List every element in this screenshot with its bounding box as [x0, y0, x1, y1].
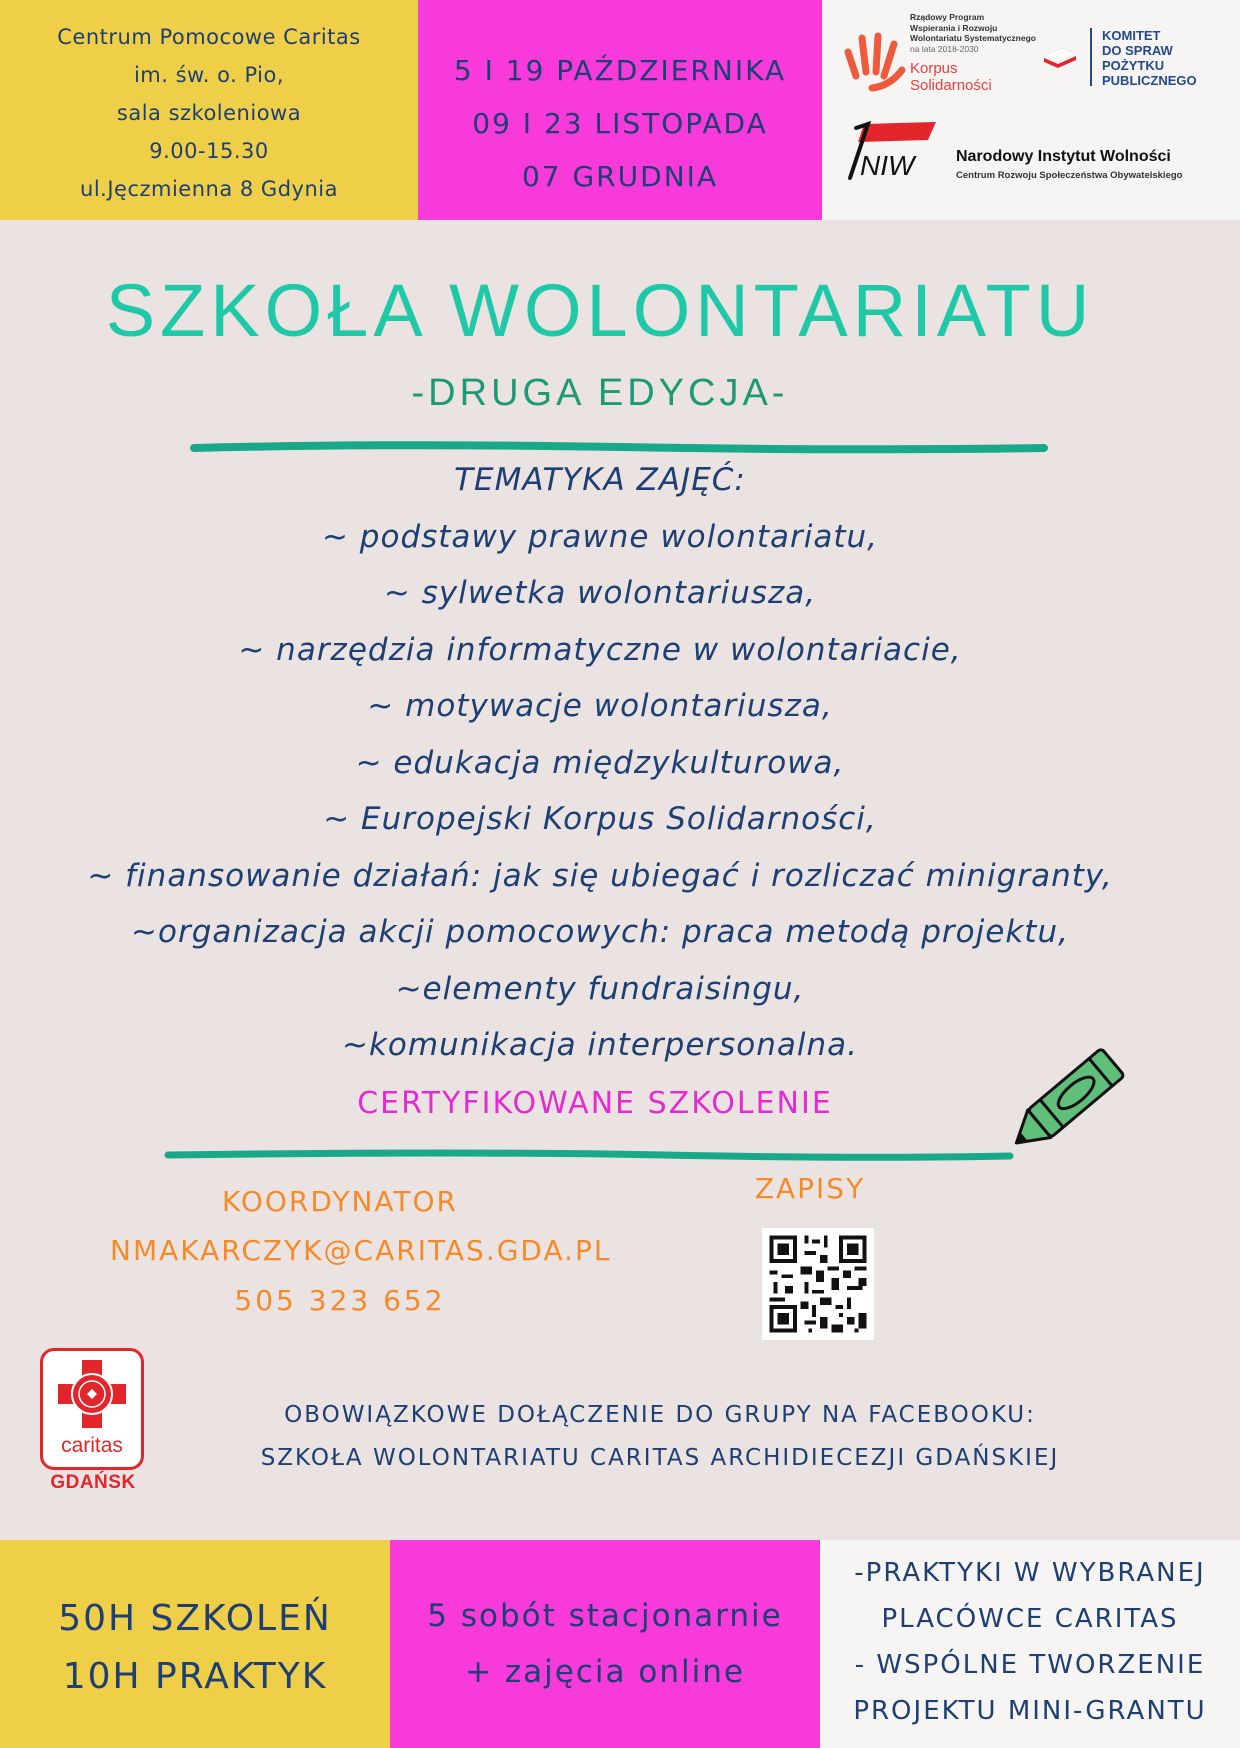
- topic-item: ~organizacja akcji pomocowych: praca metodą projektu,: [131, 914, 1069, 950]
- topic-item: ~ finansowanie działań: jak się ubiegać i rozliczać minigranty,: [87, 857, 1113, 894]
- coordinator-label: KOORDYNATOR: [221, 1185, 459, 1218]
- practice-panel: [820, 1540, 1240, 1748]
- coordinator-phone: 505 323 652: [234, 1284, 446, 1317]
- komitet-text: KOMITET DO SPRAW POŻYTKU PUBLICZNEGO: [1102, 28, 1197, 88]
- topic-item: ~ edukacja międzykulturowa,: [355, 744, 845, 781]
- dates-panel: [418, 0, 822, 220]
- caritas-word: caritas: [61, 1434, 123, 1457]
- niw-subtitle: Centrum Rozwoju Społeczeństwa Obywatelskiego: [956, 170, 1183, 181]
- venue-line: sala szkoleniowa: [116, 101, 302, 125]
- topics-list: [0, 452, 1200, 1074]
- practice-line: - WSPÓLNE TWORZENIE: [854, 1650, 1206, 1680]
- practice-line: PLACÓWCE CARITAS: [881, 1604, 1179, 1634]
- signup-qr-code[interactable]: [762, 1228, 874, 1340]
- korpus-program-text: Rządowy Program Wspierania i Rozwoju Wolontariatu Systematycznego na lata 2018-2030: [910, 12, 1036, 54]
- page-title: SZKOŁA WOLONTARIATU: [105, 269, 1095, 352]
- facebook-group-name: SZKOŁA WOLONTARIATU CARITAS ARCHIDIECEZJI GDAŃSKIEJ: [260, 1445, 1060, 1471]
- venue-line: Centrum Pomocowe Caritas: [57, 25, 361, 49]
- format-line: + zajęcia online: [465, 1654, 745, 1690]
- niw-mark: NIW: [860, 150, 915, 181]
- format-panel: [390, 1540, 820, 1748]
- topics-heading: TEMATYKA ZAJĘĆ:: [454, 462, 746, 498]
- niw-name: Narodowy Instytut Wolności: [956, 148, 1171, 165]
- hours-line: 50H SZKOLEŃ: [58, 1598, 332, 1639]
- format-line: 5 sobót stacjonarnie: [427, 1598, 783, 1634]
- korpus-name: Korpus Solidarności: [910, 60, 992, 94]
- topic-item: ~komunikacja interpersonalna.: [341, 1027, 859, 1063]
- page-subtitle: -DRUGA EDYCJA-: [411, 372, 789, 414]
- date-line: 09 I 23 LISTOPADA: [472, 107, 768, 140]
- korpus-hand-icon: [842, 28, 910, 98]
- partner-logos-panel: [822, 0, 1240, 220]
- hours-line: 10H PRAKTYK: [62, 1656, 328, 1697]
- caritas-city: GDAŃSK: [50, 1472, 136, 1493]
- practice-line: PROJEKTU MINI-GRANTU: [853, 1696, 1207, 1726]
- topic-item: ~ Europejski Korpus Solidarności,: [323, 801, 877, 837]
- signup-label: ZAPISY: [754, 1172, 866, 1205]
- venue-panel: [0, 0, 418, 220]
- flag-icon: [1042, 44, 1078, 68]
- certified-label: CERTYFIKOWANE SZKOLENIE: [357, 1086, 833, 1121]
- date-line: 5 I 19 PAŹDZIERNIKA: [453, 54, 787, 87]
- practice-line: -PRAKTYKI W WYBRANEJ: [854, 1558, 1206, 1588]
- topic-item: ~ narzędzia informatyczne w wolontariacie,: [238, 631, 962, 668]
- komitet-divider: [1090, 28, 1092, 86]
- topic-item: ~ podstawy prawne wolontariatu,: [321, 518, 879, 555]
- topic-item: ~elementy fundraisingu,: [395, 970, 805, 1007]
- qr-code-icon: [762, 1228, 874, 1340]
- divider-stroke-bottom: [164, 1148, 1014, 1162]
- crayon-icon: [990, 1028, 1150, 1168]
- hours-panel: [0, 1540, 390, 1748]
- venue-address: ul.Jęczmienna 8 Gdynia: [80, 177, 338, 201]
- coordinator-email-link[interactable]: NMAKARCZYK@CARITAS.GDA.PL: [110, 1234, 612, 1267]
- caritas-cross-icon: [54, 1356, 130, 1432]
- venue-line: im. św. o. Pio,: [133, 63, 285, 87]
- topic-item: ~ motywacje wolontariusza,: [367, 688, 833, 724]
- facebook-notice: OBOWIĄZKOWE DOŁĄCZENIE DO GRUPY NA FACEBOOKU:: [284, 1402, 1036, 1428]
- date-line: 07 GRUDNIA: [521, 160, 719, 193]
- topic-item: ~ sylwetka wolontariusza,: [383, 575, 817, 611]
- venue-hours: 9.00-15.30: [149, 139, 269, 163]
- caritas-logo: [40, 1348, 146, 1493]
